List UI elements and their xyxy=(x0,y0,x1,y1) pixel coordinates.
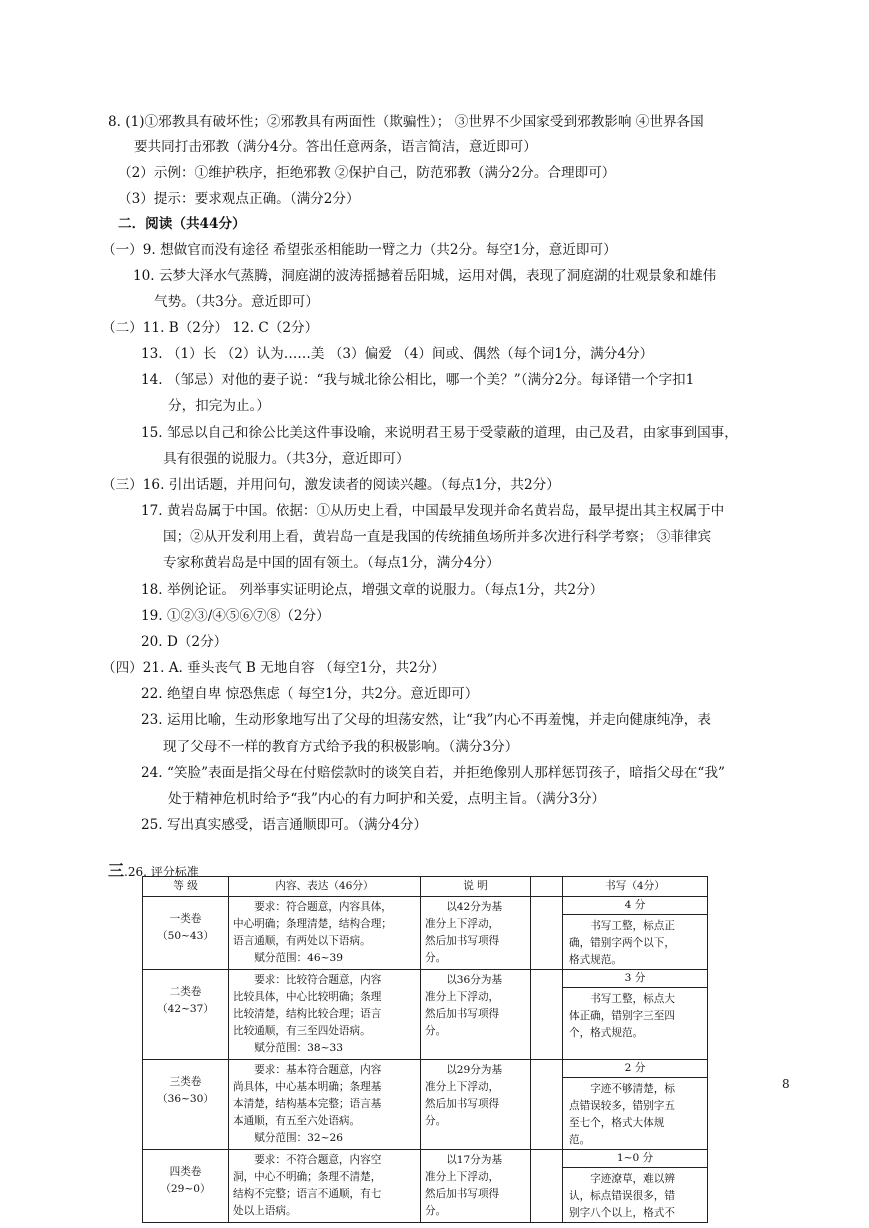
writing-line: 字迹不够清楚，标 xyxy=(590,1083,675,1095)
desc-line: 洞，中心不明确；条理不清楚， xyxy=(233,1171,382,1183)
writing-score: 4 分 xyxy=(563,897,707,915)
answer-24-cont: 处于精神危机时给予“我”内心的有力呵护和关爱，点明主旨。（满分3分） xyxy=(168,791,606,807)
answer-14-cont: 分，扣完为止。） xyxy=(168,398,270,414)
answer-19: 19. ①②③/④⑤⑥⑦⑧（2分） xyxy=(141,608,330,624)
desc-line: 赋分范围：38~33 xyxy=(254,1042,343,1054)
desc-line: 比较通顺，有三至四处语病。 xyxy=(233,1025,371,1037)
desc-line: 结构不完整；语言不通顺，有七 xyxy=(233,1188,382,1200)
page-number: 8 xyxy=(782,1077,790,1091)
level-range: （50~43） xyxy=(156,930,215,942)
answer-13: 13. （1）长 （2）认为……美 （3）偏爱 （4）间或、偶然（每个词1分，满分4分） xyxy=(141,346,654,362)
desc-line: 处以上语病。 xyxy=(233,1205,297,1217)
level-range: （29~0） xyxy=(160,1183,211,1195)
content-cell xyxy=(229,970,421,1060)
note-line: 准分上下浮动， xyxy=(425,1171,500,1183)
header-note: 说 明 xyxy=(421,877,531,897)
note-line: 分。 xyxy=(425,952,447,964)
level-cell xyxy=(143,1150,229,1223)
level-cell xyxy=(143,1060,229,1150)
writing-text xyxy=(563,991,707,1008)
table-row xyxy=(143,1060,708,1150)
header-gap xyxy=(531,877,563,897)
note-cell xyxy=(421,897,531,970)
desc-line: 要求：基本符合题意，内容 xyxy=(254,1064,382,1076)
answer-17-cont-2: 专家称黄岩岛是中国的固有领土。（每点1分，满分4分） xyxy=(163,555,500,571)
desc-line: 本通顺，有五至六处语病。 xyxy=(233,1115,361,1127)
answer-10: 10. 云梦大泽水气蒸腾，洞庭湖的波涛摇撼着岳阳城，运用对偶，表现了洞庭湖的壮观景象和雄伟 xyxy=(133,268,717,284)
scoring-standard-label: .26. 评分标准 xyxy=(124,865,199,879)
writing-line: 格式规范。 xyxy=(569,954,622,966)
desc-line: 要求：符合题意，内容具体， xyxy=(254,901,392,913)
gap-cell xyxy=(531,1060,563,1150)
writing-text xyxy=(563,918,707,935)
level-cell xyxy=(143,897,229,970)
writing-cell xyxy=(563,970,708,1060)
writing-text xyxy=(563,1081,707,1098)
note-cell xyxy=(421,1150,531,1223)
writing-line: 个，格式规范。 xyxy=(569,1027,644,1039)
note-cell xyxy=(421,970,531,1060)
answer-8-1: 8. (1)①邪教具有破坏性；②邪教具有两面性（欺骗性）； ③世界不少国家受到邪教影响 ④世界各国 xyxy=(108,114,704,130)
note-line: 分。 xyxy=(425,1205,447,1217)
writing-line: 确，错别字两个以下， xyxy=(569,937,675,949)
table-header-row xyxy=(143,877,708,897)
answer-23: 23. 运用比喻，生动形象地写出了父母的坦荡安然，让“我”内心不再羞愧，并走向健康纯净，表 xyxy=(141,712,711,728)
desc-line: 本清楚，结构基本完整；语言基 xyxy=(233,1098,382,1110)
answer-8-2: （2）示例：①维护秩序，拒绝邪教 ②保护自己，防范邪教（满分2分。合理即可） xyxy=(118,165,616,181)
level-range: （36~30） xyxy=(156,1093,215,1105)
writing-cell xyxy=(563,1060,708,1150)
content-cell xyxy=(229,897,421,970)
writing-line: 体正确，错别字三至四 xyxy=(569,1010,675,1022)
answer-17-cont-1: 国；②从开发利用上看，黄岩岛一直是我国的传统捕鱼场所并多次进行科学考察； ③菲律宾 xyxy=(163,529,712,545)
writing-line: 书写工整，标点大 xyxy=(590,993,675,1005)
content-cell xyxy=(229,1150,421,1223)
level-name: 一类卷 xyxy=(169,913,202,925)
answer-10-cont: 气势。（共3分。意近即可） xyxy=(154,294,319,310)
answer-24: 24. “笑脸”表面是指父母在付赔偿款时的谈笑自若，并拒绝像别人那样惩罚孩子，暗指父母在“我” xyxy=(141,765,725,781)
level-range: （42~37） xyxy=(156,1003,215,1015)
note-line: 然后加书写项得 xyxy=(425,935,500,947)
answer-16: （三）16. 引出话题，并用问句，激发读者的阅读兴趣。（每点1分，共2分） xyxy=(102,477,560,493)
writing-line: 别字八个以上，格式不 xyxy=(569,1207,675,1219)
desc-line: 比较清楚，结构比较合理；语言 xyxy=(233,1008,382,1020)
writing-text xyxy=(563,1171,707,1188)
answer-8-3: （3）提示：要求观点正确。（满分2分） xyxy=(118,191,360,207)
answer-22: 22. 绝望自卑 惊恐焦虑（ 每空1分，共2分。意近即可） xyxy=(141,686,479,702)
note-line: 分。 xyxy=(425,1115,447,1127)
level-name: 三类卷 xyxy=(169,1076,202,1088)
note-line: 以29分为基 xyxy=(446,1064,503,1076)
note-line: 然后加书写项得 xyxy=(425,1188,500,1200)
answer-14: 14. （邹忌）对他的妻子说：“我与城北徐公相比，哪一个美？”（满分2分。每译错一个字扣1 xyxy=(141,372,695,388)
gap-cell xyxy=(531,1150,563,1223)
answer-23-cont: 现了父母不一样的教育方式给予我的积极影响。（满分3分） xyxy=(163,739,519,755)
writing-line: 至七个，格式大体规 xyxy=(569,1117,665,1129)
note-line: 以17分为基 xyxy=(446,1154,503,1166)
answer-25: 25. 写出真实感受，语言通顺即可。（满分4分） xyxy=(141,817,428,833)
desc-line: 中心明确；条理清楚，结构合理； xyxy=(233,918,392,930)
writing-cell xyxy=(563,1150,708,1223)
gap-cell xyxy=(531,970,563,1060)
section-number: 三 xyxy=(108,861,125,880)
level-cell xyxy=(143,970,229,1060)
header-content: 内容、表达（46分） xyxy=(229,877,421,897)
gap-cell xyxy=(531,897,563,970)
desc-line: 比较具体，中心比较明确；条理 xyxy=(233,991,382,1003)
note-line: 以36分为基 xyxy=(446,974,503,986)
desc-line: 赋分范围：46~39 xyxy=(254,952,343,964)
scoring-table xyxy=(142,876,708,1223)
answer-21: （四）21. A. 垂头丧气 B 无地自容 （每空1分，共2分） xyxy=(102,660,445,676)
answer-11-12: （二）11. B（2分） 12. C（2分） xyxy=(102,320,319,336)
section-heading-reading: 二．阅读（共44分） xyxy=(118,216,246,232)
answer-15-cont: 具有很强的说服力。（共3分，意近即可） xyxy=(163,451,410,467)
note-line: 然后加书写项得 xyxy=(425,1098,500,1110)
writing-line: 字迹潦草，难以辨 xyxy=(590,1173,675,1185)
level-name: 四类卷 xyxy=(169,1166,202,1178)
answer-8-1-cont: 要共同打击邪教（满分4分。答出任意两条，语言简洁，意近即可） xyxy=(134,139,537,155)
answer-18: 18. 举例论证。 列举事实证明论点，增强文章的说服力。（每点1分，共2分） xyxy=(141,582,604,598)
desc-line: 语言通顺，有两处以下语病。 xyxy=(233,935,371,947)
answer-17: 17. 黄岩岛属于中国。依据：①从历史上看，中国最早发现并命名黄岩岛，最早提出其主权属于中 xyxy=(141,503,725,519)
note-cell xyxy=(421,1060,531,1150)
note-line: 准分上下浮动， xyxy=(425,1081,500,1093)
writing-line: 范。 xyxy=(569,1134,591,1146)
writing-line: 书写工整，标点正 xyxy=(590,920,675,932)
desc-line: 尚具体，中心基本明确；条理基 xyxy=(233,1081,382,1093)
note-line: 准分上下浮动， xyxy=(425,918,500,930)
content-cell xyxy=(229,1060,421,1150)
writing-score: 1~0 分 xyxy=(563,1150,707,1168)
note-line: 以42分为基 xyxy=(446,901,503,913)
table-row xyxy=(143,970,708,1060)
note-line: 准分上下浮动， xyxy=(425,991,500,1003)
writing-score: 2 分 xyxy=(563,1060,707,1078)
table-row xyxy=(143,1150,708,1223)
writing-line: 点错误较多，错别字五 xyxy=(569,1100,675,1112)
writing-line: 认，标点错误很多，错 xyxy=(569,1190,675,1202)
answer-20: 20. D（2分） xyxy=(141,634,228,650)
desc-line: 要求：不符合题意，内容空 xyxy=(254,1154,382,1166)
note-line: 然后加书写项得 xyxy=(425,1008,500,1020)
table-row xyxy=(143,897,708,970)
note-line: 分。 xyxy=(425,1025,447,1037)
desc-line: 要求：比较符合题意，内容 xyxy=(254,974,382,986)
desc-line: 赋分范围：32~26 xyxy=(254,1132,343,1144)
header-writing: 书写（4分） xyxy=(563,877,708,897)
answer-15: 15. 邹忌以自己和徐公比美这件事设喻，来说明君王易于受蒙蔽的道理，由己及君，由家事到国事， xyxy=(141,425,738,441)
answer-9: （一）9. 想做官而没有途径 希望张丞相能助一臂之力（共2分。每空1分，意近即可） xyxy=(102,242,617,258)
writing-score: 3 分 xyxy=(563,970,707,988)
level-name: 二类卷 xyxy=(169,986,202,998)
writing-cell xyxy=(563,897,708,970)
header-level: 等 级 xyxy=(143,877,229,897)
